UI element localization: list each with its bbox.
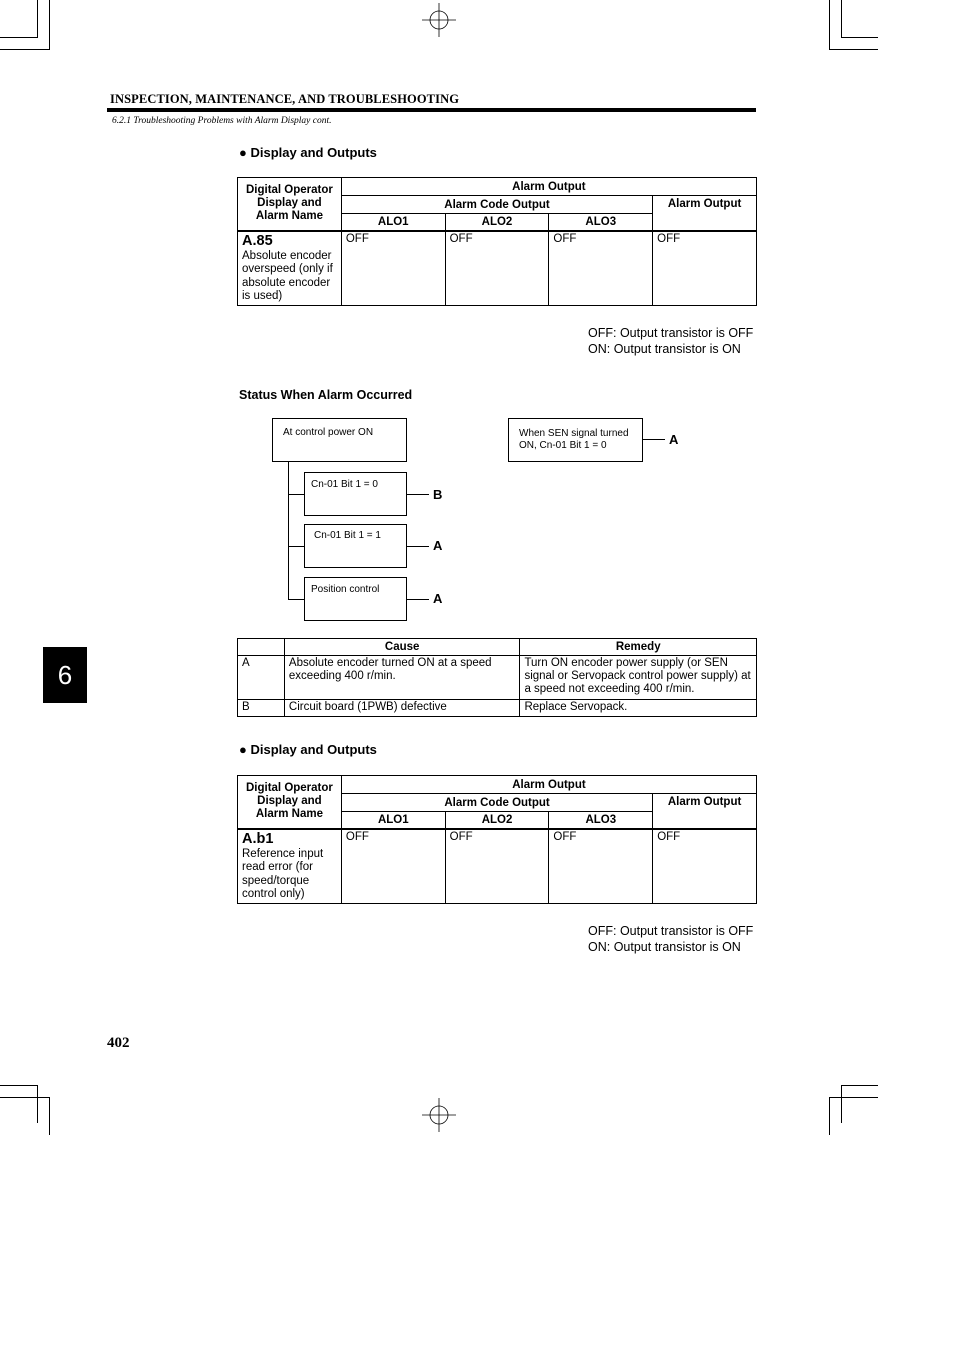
row-remedy: Replace Servopack. xyxy=(520,700,757,717)
alarm-output-col-header: Alarm Output xyxy=(653,196,757,231)
branch-line xyxy=(288,494,304,495)
page-number: 402 xyxy=(107,1035,130,1051)
note-on: ON: Output transistor is ON xyxy=(588,342,741,356)
branch-line xyxy=(288,546,304,547)
leader-line xyxy=(407,494,429,495)
alarm-name: Reference input read error (for speed/torque control only) xyxy=(242,847,324,900)
leader-line xyxy=(643,439,665,440)
note-off: OFF: Output transistor is OFF xyxy=(588,924,754,938)
box-bit0: Cn-01 Bit 1 = 0 xyxy=(304,472,407,516)
section1-heading xyxy=(239,145,377,160)
remedy-header: Remedy xyxy=(520,639,757,656)
status-heading: Status When Alarm Occurred xyxy=(239,388,413,402)
alarm-code-output-header: Alarm Code Output xyxy=(341,794,652,812)
output-notes xyxy=(588,923,753,955)
crop-mark xyxy=(0,37,38,38)
alo1-value: OFF xyxy=(341,829,445,904)
label-bit0: B xyxy=(433,487,443,502)
alo2-header: ALO2 xyxy=(445,214,549,231)
alarm-output-table xyxy=(237,775,757,904)
alarm-code: A.85 xyxy=(242,232,273,249)
crop-mark xyxy=(841,37,878,38)
crop-mark xyxy=(0,1085,38,1086)
alarm-name-cell xyxy=(238,829,342,904)
crop-mark xyxy=(0,1097,50,1098)
crop-mark xyxy=(841,1085,878,1086)
box-position: Position control xyxy=(304,577,407,621)
chapter-tab: 6 xyxy=(43,647,87,703)
label-sen: A xyxy=(669,432,679,447)
header-rule xyxy=(107,108,756,112)
alarm-code-output-header: Alarm Code Output xyxy=(341,196,652,214)
note-off: OFF: Output transistor is OFF xyxy=(588,326,754,340)
row-remedy: Turn ON encoder power supply (or SEN signal or Servopack control power supply) at a speed not exceeding 400 r/min. xyxy=(520,656,757,700)
label-position: A xyxy=(433,591,443,606)
bullet-icon: ● xyxy=(239,742,247,757)
heading-text: Display and Outputs xyxy=(250,742,377,757)
alarm-output-table xyxy=(237,177,757,306)
row-id: B xyxy=(238,700,285,717)
alo2-header: ALO2 xyxy=(445,812,549,829)
alo3-value: OFF xyxy=(549,829,653,904)
row-id: A xyxy=(238,656,285,700)
section-title: INSPECTION, MAINTENANCE, AND TROUBLESHOOTING xyxy=(110,92,460,106)
branch-line xyxy=(288,599,304,600)
cause-header: Cause xyxy=(284,639,520,656)
alarm-output-value: OFF xyxy=(653,829,757,904)
box-power-on: At control power ON xyxy=(272,418,407,462)
bullet-icon: ● xyxy=(239,145,247,160)
row-cause: Absolute encoder turned ON at a speed exceeding 400 r/min. xyxy=(284,656,520,700)
crop-mark xyxy=(49,1097,50,1135)
crop-mark xyxy=(37,0,38,38)
crop-mark xyxy=(829,0,830,50)
alo3-header: ALO3 xyxy=(549,214,653,231)
output-notes xyxy=(588,325,753,357)
alo1-value: OFF xyxy=(341,231,445,306)
id-header xyxy=(238,639,285,656)
cause-remedy-table xyxy=(237,638,757,717)
alo1-header: ALO1 xyxy=(341,214,445,231)
crop-mark xyxy=(829,1097,878,1098)
crop-mark xyxy=(841,1085,842,1123)
alarm-output-header: Alarm Output xyxy=(341,776,756,794)
alarm-output-value: OFF xyxy=(653,231,757,306)
label-bit1: A xyxy=(433,538,443,553)
crop-mark xyxy=(49,0,50,50)
alarm-name: Absolute encoder overspeed (only if absolute encoder is used) xyxy=(242,249,333,302)
alo3-value: OFF xyxy=(549,231,653,306)
leader-line xyxy=(407,599,429,600)
note-on: ON: Output transistor is ON xyxy=(588,940,741,954)
heading-text: Display and Outputs xyxy=(250,145,377,160)
crop-mark xyxy=(0,49,50,50)
box-sen: When SEN signal turned ON, Cn-01 Bit 1 = 0 xyxy=(508,418,643,462)
col-header-name: Digital Operator Display and Alarm Name xyxy=(238,178,342,231)
alarm-output-col-header: Alarm Output xyxy=(653,794,757,829)
alo2-value: OFF xyxy=(445,829,549,904)
alarm-output-header: Alarm Output xyxy=(341,178,756,196)
subsection-title: 6.2.1 Troubleshooting Problems with Alarm Display cont. xyxy=(112,116,332,126)
crop-mark xyxy=(829,1097,830,1135)
section2-heading xyxy=(239,742,377,757)
alo3-header: ALO3 xyxy=(549,812,653,829)
registration-mark-icon xyxy=(422,1098,456,1132)
leader-line xyxy=(407,546,429,547)
crop-mark xyxy=(37,1085,38,1123)
box-bit1: Cn-01 Bit 1 = 1 xyxy=(304,524,407,568)
alarm-code: A.b1 xyxy=(242,830,274,847)
col-header-name: Digital Operator Display and Alarm Name xyxy=(238,776,342,829)
alarm-name-cell xyxy=(238,231,342,306)
crop-mark xyxy=(841,0,842,38)
row-cause: Circuit board (1PWB) defective xyxy=(284,700,520,717)
registration-mark-icon xyxy=(422,3,456,37)
alo2-value: OFF xyxy=(445,231,549,306)
alo1-header: ALO1 xyxy=(341,812,445,829)
tree-trunk-line xyxy=(288,462,289,599)
crop-mark xyxy=(829,49,878,50)
